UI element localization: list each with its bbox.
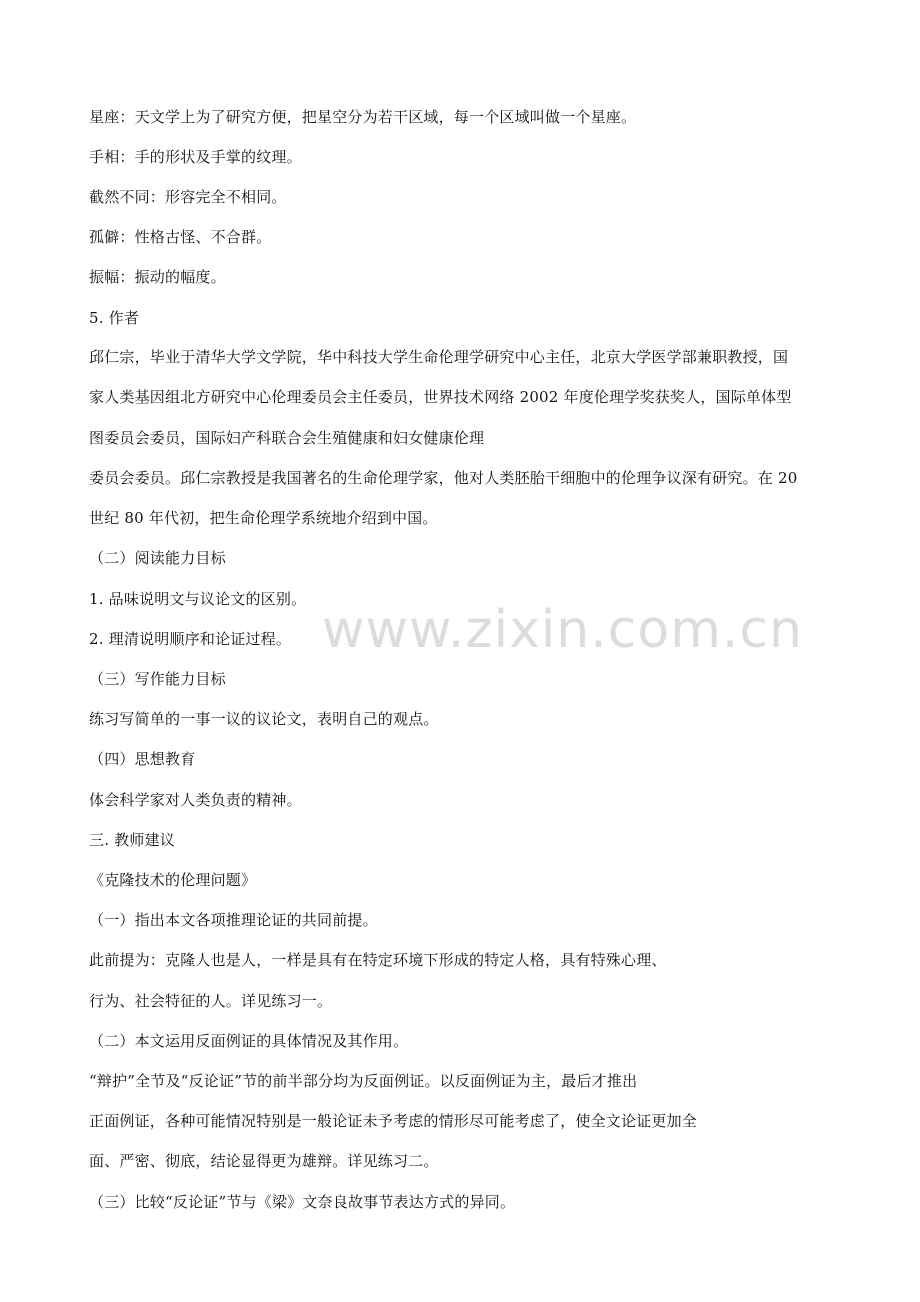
writing-goal-text: 练习写简单的一事一议的议论文，表明自己的观点。 <box>89 710 439 728</box>
section-author-heading: 5. 作者 <box>89 309 140 327</box>
author-paragraph-line-2: 家人类基因组北方研究中心伦理委员会主任委员，世界技术网络 2002 年度伦理学奖获奖人，国际单体型 <box>89 388 792 406</box>
article-title: 《克隆技术的伦理问题》 <box>89 871 257 889</box>
glossary-zhenfu: 振幅：振动的幅度。 <box>89 268 226 286</box>
watermark-text: www.zixin.com.cn <box>322 600 803 660</box>
glossary-gupi: 孤僻：性格古怪、不合群。 <box>89 228 272 246</box>
glossary-jieran: 截然不同：形容完全不相同。 <box>89 188 287 206</box>
point-1-heading: （一）指出本文各项推理论证的共同前提。 <box>89 911 378 929</box>
author-paragraph-line-5: 世纪 80 年代初，把生命伦理学系统地介绍到中国。 <box>89 509 438 527</box>
point-2-text-line-1: “辩护”全节及“反论证”节的前半部分均为反面例证。以反面例证为主，最后才推出 <box>89 1072 638 1090</box>
point-1-text-line-2: 行为、社会特征的人。详见练习一。 <box>89 992 333 1010</box>
moral-education-text: 体会科学家对人类负责的精神。 <box>89 791 302 809</box>
author-paragraph-line-4: 委员会委员。邱仁宗教授是我国著名的生命伦理学家，他对人类胚胎干细胞中的伦理争议深有研究。在 20 <box>89 469 798 487</box>
glossary-xingzuo: 星座：天文学上为了研究方便，把星空分为若干区域，每一个区域叫做一个星座。 <box>89 108 637 126</box>
author-paragraph-line-1: 邱仁宗，毕业于清华大学文学院，华中科技大学生命伦理学研究中心主任，北京大学医学部兼职教授，国 <box>89 348 789 366</box>
author-paragraph-line-3: 图委员会委员，国际妇产科联合会生殖健康和妇女健康伦理 <box>89 429 485 447</box>
glossary-shouxiang: 手相：手的形状及手掌的纹理。 <box>89 148 302 166</box>
reading-goal-item-1: 1. 品味说明文与议论文的区别。 <box>89 590 307 608</box>
point-2-text-line-2: 正面例证，各种可能情况特别是一般论证未予考虑的情形尽可能考虑了，使全文论证更加全 <box>89 1112 698 1130</box>
reading-goal-heading: （二）阅读能力目标 <box>89 549 226 567</box>
teacher-suggestion-heading: 三. 教师建议 <box>89 831 175 849</box>
writing-goal-heading: （三）写作能力目标 <box>89 670 226 688</box>
point-2-heading: （二）本文运用反面例证的具体情况及其作用。 <box>89 1032 409 1050</box>
point-2-text-line-3: 面、严密、彻底，结论显得更为雄辩。详见练习二。 <box>89 1152 439 1170</box>
reading-goal-item-2: 2. 理清说明顺序和论证过程。 <box>89 630 292 648</box>
point-3-heading: （三）比较“反论证”节与《梁》文奈良故事节表达方式的异同。 <box>89 1193 516 1211</box>
point-1-text-line-1: 此前提为：克隆人也是人，一样是具有在特定环境下形成的特定人格，具有特殊心理、 <box>89 951 667 969</box>
moral-education-heading: （四）思想教育 <box>89 750 196 768</box>
